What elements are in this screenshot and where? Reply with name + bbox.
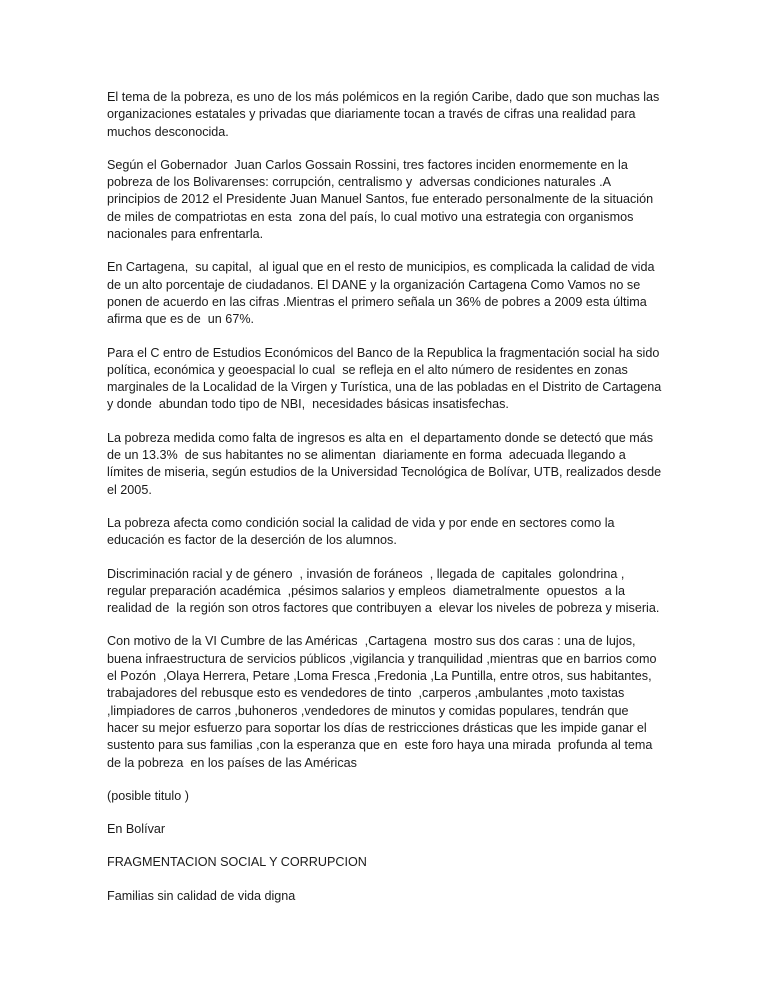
paragraph-banco-republica: Para el C entro de Estudios Económicos del Banco de la Republica la fragmentación social ha sido política, económica y geoespacial lo cual se refleja en el alto número de residentes en zonas marginales de la Localidad de la Virgen y Turística, una de las pobladas en el Distrito de Cartagena y donde abundan todo tipo de NBI, necesidades básicas insatisfechas. — [107, 345, 665, 412]
paragraph-possible-title: (posible titulo ) — [107, 788, 189, 803]
paragraph-governor: Según el Gobernador Juan Carlos Gossain Rossini, tres factores inciden enormemente en la pobreza de los Bolivarenses: corrupción, centralismo y adversas condiciones naturales .A principios de 2012 el Presidente Juan Manuel Santos, fue enterado personalmente de la situación de miles de compatriotas en esta zona del país, lo cual motivo una estrategia con organismos nacionales para enfrentarla. — [107, 157, 657, 242]
paragraph-familias: Familias sin calidad de vida digna — [107, 888, 296, 903]
paragraph-en-bolivar: En Bolívar — [107, 822, 166, 837]
document-body — [107, 89, 663, 921]
paragraph-cumbre-americas: Con motivo de la VI Cumbre de las Américas ,Cartagena mostro sus dos caras : una de lujos, buena infraestructura de servicios públicos ,vigilancia y tranquilidad ,mientras que en barrios como el Pozón ,Olaya Herrera, Petare ,Loma Fresca ,Fredonia ,La Puntilla, entre otros, sus habitantes, trabajadores del rebusque esto es vendedores de tinto ,carperos ,ambulantes ,moto taxistas ,limpiadores de carros ,buhoneros ,vendedores de minutos y comidas populares, tendrán que hacer su mejor esfuerzo para soportar los días de restricciones drásticas que les impide ganar el sustento para sus familias ,con la esperanza que en este foro haya una mirada profunda al tema de la pobreza en los países de las Américas — [107, 634, 661, 770]
paragraph-education: La pobreza afecta como condición social la calidad de vida y por ende en sectores como la educación es factor de la deserción de los alumnos. — [107, 515, 619, 548]
paragraph-discrimination: Discriminación racial y de género , invasión de foráneos , llegada de capitales golondrina , regular preparación académica ,pésimos salarios y empleos diametralmente opuestos a la realidad de la región son otros factores que contribuyen a elevar los niveles de pobreza y miseria. — [107, 566, 660, 616]
paragraph-cartagena: En Cartagena, su capital, al igual que en el resto de municipios, es complicada la calidad de vida de un alto porcentaje de ciudadanos. El DANE y la organización Cartagena Como Vamos no se ponen de acuerdo en las cifras .Mientras el primero señala un 36% de pobres a 2009 esta última afirma que es de un 67%. — [107, 260, 658, 327]
paragraph-income-poverty: La pobreza medida como falta de ingresos es alta en el departamento donde se detectó que más de un 13.3% de sus habitantes no se alimentan diariamente en forma adecuada llegando a límites de miseria, según estudios de la Universidad Tecnológica de Bolívar, UTB, realizados desde el 2005. — [107, 430, 665, 497]
paragraph-intro: El tema de la pobreza, es uno de los más polémicos en la región Caribe, dado que son muchas las organizaciones estatales y privadas que diariamente tocan a través de cifras una realidad para muchos desconocida. — [107, 90, 663, 139]
paragraph-heading-fragmentacion: FRAGMENTACION SOCIAL Y CORRUPCION — [107, 855, 367, 870]
